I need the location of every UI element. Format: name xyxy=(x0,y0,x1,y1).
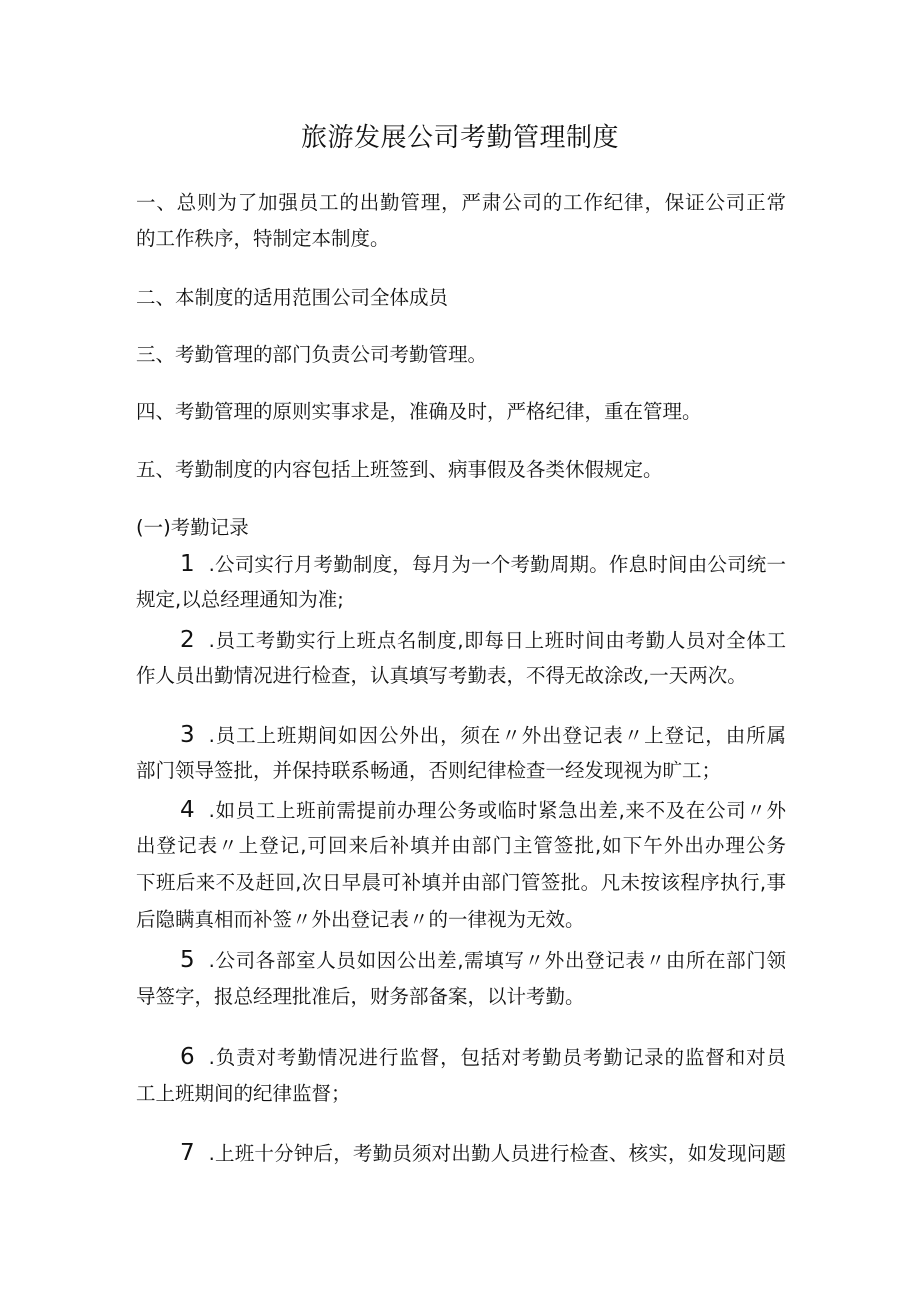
item-4-line-1 xyxy=(180,793,786,828)
item-1-text: .公司实行月考勤制度，每月为一个考勤周期。作息时间由公司统一 xyxy=(208,553,786,576)
item-5-line-2: 导签字，报总经理批准后，财务部备案，以计考勤。 xyxy=(136,985,585,1008)
section-4-line: 四、考勤管理的原则实事求是，准确及时，严格纪律，重在管理。 xyxy=(136,400,702,423)
item-2-line-1 xyxy=(180,623,786,658)
item-6-line-2: 工上班期间的纪律监督； xyxy=(136,1082,351,1105)
document-title: 旅游发展公司考勤管理制度 xyxy=(300,123,619,153)
item-6-text: .负责对考勤情况进行监督，包括对考勤员考勤记录的监督和对员 xyxy=(208,1046,786,1069)
item-4-number: 4 xyxy=(180,797,195,823)
section-2-line: 二、本制度的适用范围公司全体成员 xyxy=(136,286,449,309)
item-7-line-1 xyxy=(180,1136,786,1171)
item-1-line-2: 规定,以总经理通知为准; xyxy=(136,588,344,611)
section-3-line: 三、考勤管理的部门负责公司考勤管理。 xyxy=(136,343,488,366)
item-5-text: .公司各部室人员如因公出差,需填写〃外出登记表〃由所在部门领 xyxy=(208,949,786,972)
item-7-text: .上班十分钟后，考勤员须对出勤人员进行检查、核实，如发现问题 xyxy=(208,1142,786,1165)
item-3-line-1 xyxy=(180,718,786,753)
subheading-attendance-records: (一)考勤记录 xyxy=(136,516,249,539)
item-4-text: .如员工上班前需提前办理公务或临时紧急出差,来不及在公司〃外 xyxy=(208,799,786,822)
item-1-line-1 xyxy=(180,547,786,582)
item-6-line-1 xyxy=(180,1040,786,1075)
item-2-text: .员工考勤实行上班点名制度,即每日上班时间由考勤人员对全体工 xyxy=(208,629,786,652)
item-2-number: 2 xyxy=(180,627,195,653)
item-4-line-3: 下班后来不及赶回,次日早晨可补填并由部门管签批。凡未按该程序执行,事 xyxy=(136,871,786,894)
section-1-line-1: 一、总则为了加强员工的出勤管理，严肃公司的工作纪律，保证公司正常 xyxy=(136,191,786,214)
item-5-number: 5 xyxy=(180,947,195,973)
item-7-number: 7 xyxy=(180,1140,195,1166)
item-2-line-2: 作人员出勤情况进行检查，认真填写考勤表，不得无故涂改,一天两次。 xyxy=(136,664,747,687)
section-5-line: 五、考勤制度的内容包括上班签到、病事假及各类休假规定。 xyxy=(136,458,663,481)
item-4-line-2: 出登记表〃上登记,可回来后补填并由部门主管签批,如下午外出办理公务 xyxy=(136,834,786,857)
item-1-number: 1 xyxy=(180,551,195,577)
item-3-line-2: 部门领导签批，并保持联系畅通，否则纪律检查一经发现视为旷工； xyxy=(136,759,722,782)
section-1-line-2: 的工作秩序，特制定本制度。 xyxy=(136,227,390,250)
item-5-line-1 xyxy=(180,943,786,978)
item-6-number: 6 xyxy=(180,1044,195,1070)
item-4-line-4: 后隐瞒真相而补签〃外出登记表〃的一律视为无效。 xyxy=(136,908,585,931)
item-3-number: 3 xyxy=(180,722,195,748)
item-3-text: .员工上班期间如因公外出，须在〃外出登记表〃上登记，由所属 xyxy=(208,724,786,747)
